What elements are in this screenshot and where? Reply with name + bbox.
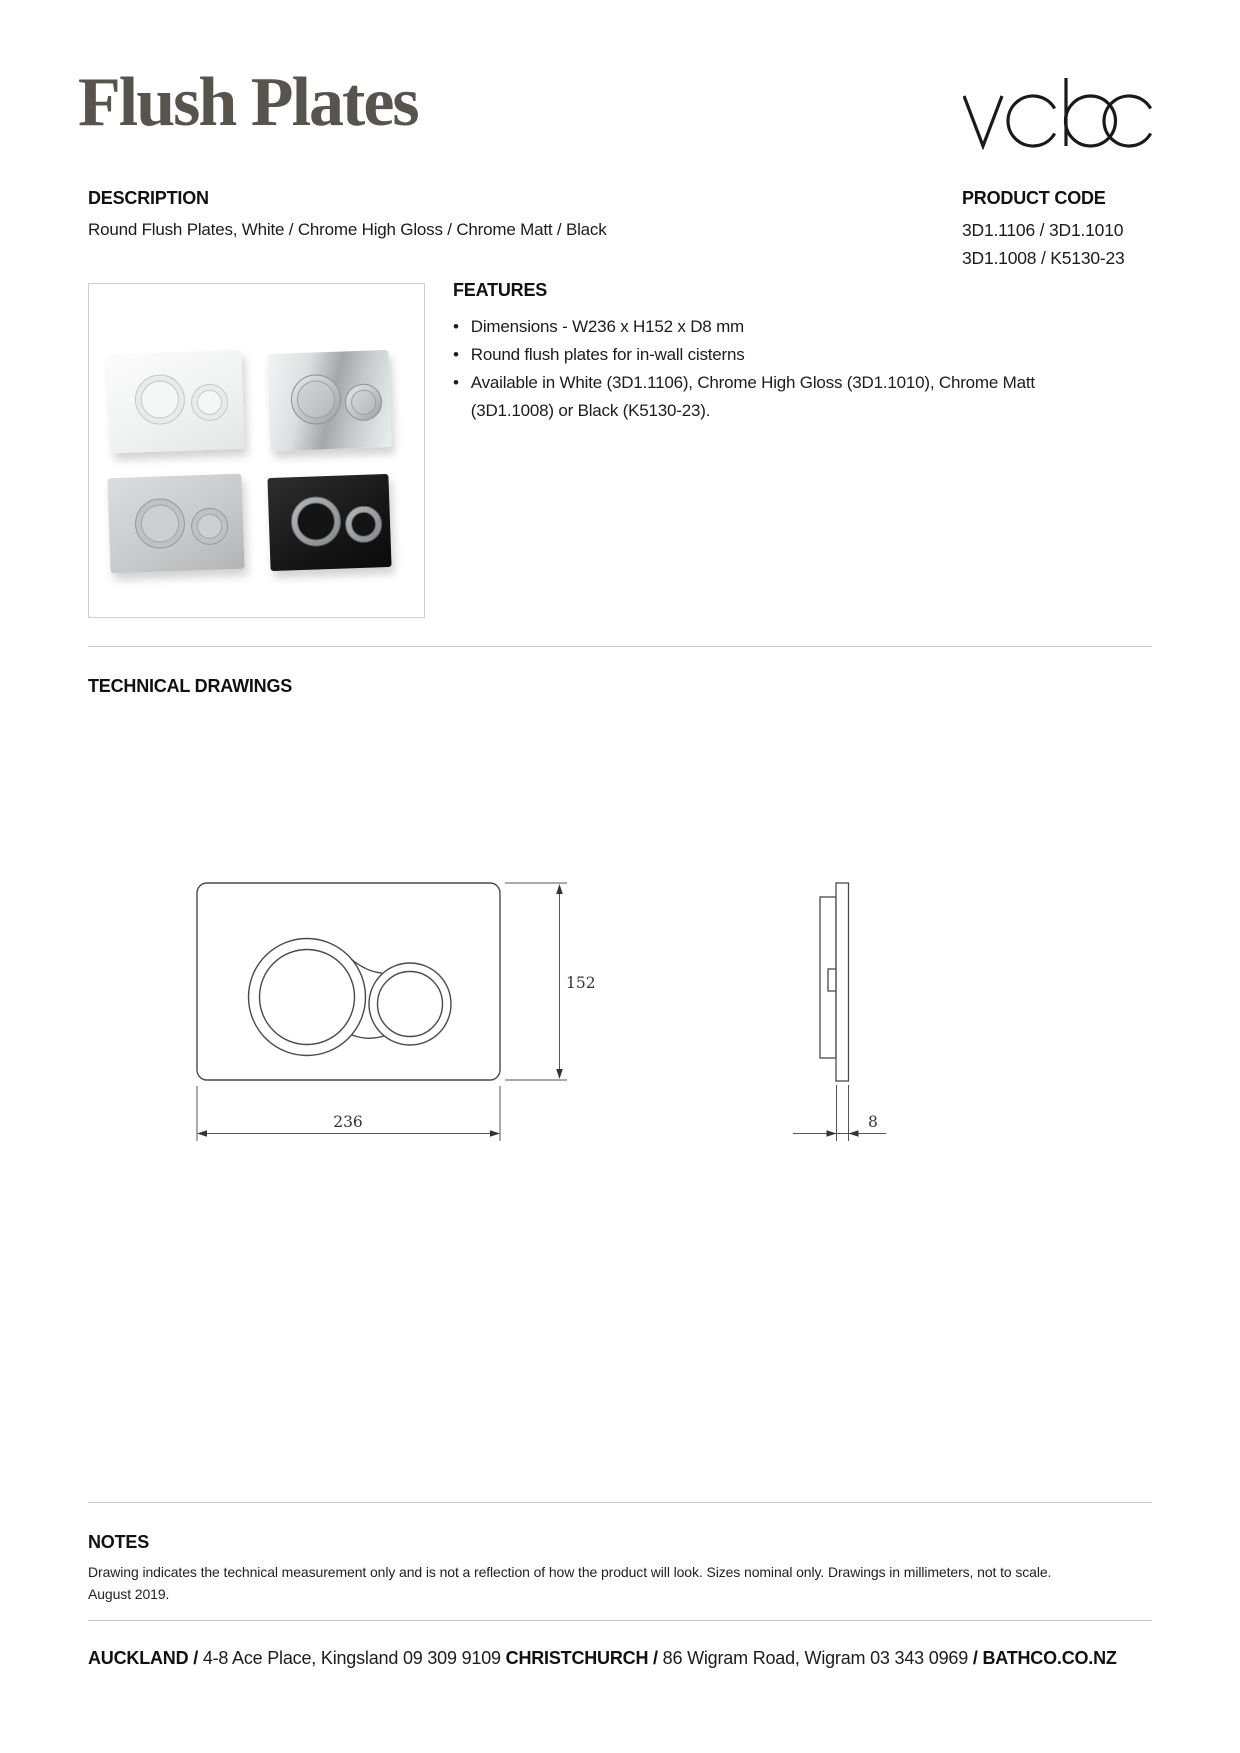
notes-text: Drawing indicates the technical measurement only and is not a reflection of how the product will look. Sizes nominal only. Drawings in millimeters, not to scale. [88,1564,1052,1580]
dimension-arrows [197,884,859,1137]
footer-city-christchurch: CHRISTCHURCH / [505,1648,658,1668]
flush-button-large [290,374,342,426]
flush-button-small [344,383,382,421]
footer-address-christchurch: 86 Wigram Road, Wigram 03 343 0969 [662,1648,969,1668]
product-code-line-2: 3D1.1008 / K5130-23 [962,248,1125,268]
feature-item [453,313,1093,341]
front-view-drawing [197,883,500,1080]
plate-chrome-gloss [267,350,391,451]
product-code-line-1: 3D1.1106 / 3D1.1010 [962,220,1124,240]
product-code-heading: PRODUCT CODE [962,188,1106,208]
flush-button-large [290,496,342,548]
page-title: Flush Plates [78,64,418,141]
feature-item [453,369,1093,425]
flush-button-small [190,507,228,545]
plate-chrome-matt [107,474,244,574]
side-view-drawing [820,883,849,1081]
dim-height-label: 152 [566,974,596,992]
flush-button-small [344,505,382,543]
notes-date: August 2019. [88,1586,170,1602]
section-divider [88,646,1152,647]
features-heading: FEATURES [453,280,548,300]
description-section [88,188,808,244]
footer-divider [88,1620,1152,1621]
dim-width-label: 236 [333,1113,363,1131]
bullet-icon: • [453,373,459,392]
feature-text: Available in White (3D1.1106), Chrome High Gloss (3D1.1010), Chrome Matt (3D1.1008) or Black (K5130-23). [470,373,1035,420]
technical-drawing [88,760,1152,1170]
footer [88,1648,1152,1669]
footer-city-auckland: AUCKLAND / [88,1648,198,1668]
bullet-icon: • [453,345,459,364]
footer-address-auckland: 4-8 Ace Place, Kingsland 09 309 9109 [202,1648,501,1668]
plate-white [107,350,244,454]
flush-button-large [134,374,186,426]
section-divider [88,1502,1152,1503]
description-heading: DESCRIPTION [88,188,209,208]
feature-text: Round flush plates for in-wall cisterns [470,345,745,364]
notes-section [88,1532,1152,1605]
product-image-box [88,283,425,618]
feature-text: Dimensions - W236 x H152 x D8 mm [470,317,745,336]
description-text: Round Flush Plates, White / Chrome High Gloss / Chrome Matt / Black [88,220,607,239]
technical-drawings-heading: TECHNICAL DRAWINGS [88,676,293,696]
product-code-section [962,188,1162,272]
notes-heading: NOTES [88,1532,150,1552]
flush-button-large [134,498,186,550]
flush-button-small [190,383,228,421]
footer-website: / BATHCO.CO.NZ [972,1648,1117,1668]
dimension-lines [197,883,886,1141]
plate-black [267,474,391,571]
feature-item [453,341,1093,369]
bullet-icon: • [453,317,459,336]
dim-depth-label: 8 [868,1113,878,1131]
vcbc-logo [963,76,1155,150]
features-section [453,280,1093,425]
